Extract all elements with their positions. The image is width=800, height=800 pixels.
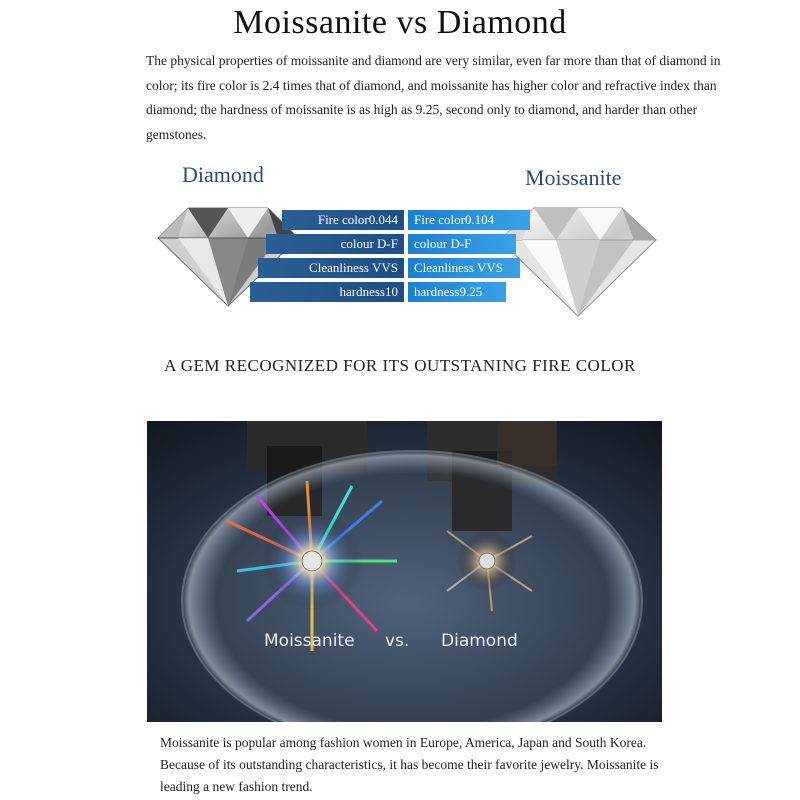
- moissanite-label: Moissanite: [525, 165, 622, 190]
- diamond-spec-colour: colour D-F: [266, 234, 404, 254]
- diamond-spec-fire: Fire color0.044: [282, 210, 404, 230]
- fire-comparison-photo: [147, 421, 662, 722]
- fire-comparison-illustration: [147, 421, 662, 722]
- intro-paragraph: The physical properties of moissanite and diamond are very similar, even far more than that of diamond in color; its fire color is 2.4 times that of diamond, and moissanite has higher color and refractive index than diamond; the hardness of moissanite is as high as 9.25, second only to diamond, and harder than other gemstones.: [146, 53, 721, 142]
- diamond-spec-cleanliness: Cleanliness VVS: [258, 258, 404, 278]
- diamond-label: Diamond: [182, 162, 264, 187]
- fire-color-heading: A GEM RECOGNIZED FOR ITS OUTSTANING FIRE COLOR: [164, 356, 636, 375]
- moissanite-spec-fire: Fire color0.104: [408, 210, 530, 230]
- diamond-spec-hardness: hardness10: [250, 282, 404, 302]
- moissanite-spec-cleanliness: Cleanliness VVS: [408, 258, 520, 278]
- photo-caption-diamond: Diamond: [441, 631, 518, 651]
- photo-caption-vs: vs.: [385, 631, 410, 651]
- page-title: Moissanite vs Diamond: [233, 4, 567, 41]
- moissanite-spec-colour: colour D-F: [408, 234, 516, 254]
- outro-paragraph: Moissanite is popular among fashion women in Europe, America, Japan and South Korea. Because of its outstanding characteristics, it has become their favorite jewelry. Moissanite is leading a new fashion trend.: [160, 735, 659, 794]
- photo-caption-moissanite: Moissanite: [264, 631, 355, 651]
- moissanite-spec-hardness: hardness9.25: [408, 282, 506, 302]
